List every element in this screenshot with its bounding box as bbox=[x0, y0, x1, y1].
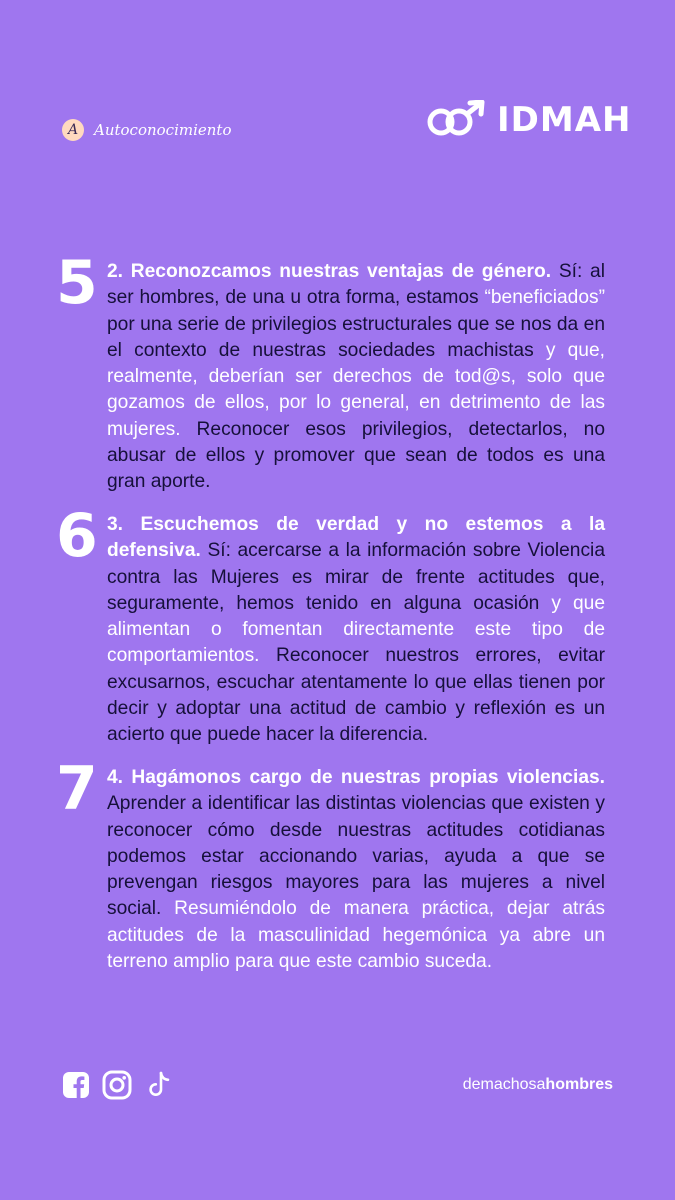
item-text-highlight: y que, realmente, deberían ser derechos de tod@s, solo que gozamos de ellos, por lo general, en detrimento de las mujeres. bbox=[107, 339, 605, 440]
item-text: Aprender a identificar las distintas violencias que existen y reconocer cómo desde nuestras actitudes cotidianas podemos estar accionando varias, ayuda a que se prevengan riesgos mayores para las mujeres a nivel social. bbox=[107, 793, 605, 920]
list-item bbox=[56, 501, 616, 749]
item-text: Reconocer esos privilegios, detectarlos, no abusar de ellos y promover que sean de todos es una gran aporte. bbox=[107, 418, 605, 493]
instagram-icon[interactable] bbox=[102, 1070, 132, 1100]
category-badge bbox=[62, 119, 232, 141]
social-handle-light: demachosa bbox=[462, 1076, 546, 1093]
item-heading: 3. Escuchemos de verdad y no estemos a la defensiva. bbox=[107, 514, 605, 562]
tiktok-icon[interactable] bbox=[144, 1070, 174, 1100]
item-text-highlight: y que alimentan o fomentan directamente este tipo de comportamientos. bbox=[107, 592, 605, 667]
item-text: por una serie de privilegios estructurales que se nos da en el contexto de nuestras sociedades machistas bbox=[107, 313, 605, 361]
item-paragraph bbox=[107, 512, 605, 749]
header bbox=[0, 0, 675, 170]
item-paragraph bbox=[107, 765, 605, 975]
brand-name: IDMAH bbox=[497, 100, 632, 140]
item-number: 5 bbox=[56, 248, 98, 318]
item-text: Sí: acercarse a la información sobre Violencia contra las Mujeres es mirar de frente actitudes que, seguramente, hemos tenido en alguna ocasión bbox=[107, 540, 605, 614]
social-handle-bold: hombres bbox=[545, 1076, 613, 1093]
social-handle bbox=[463, 1076, 613, 1094]
item-text: Reconocer nuestros errores, evitar excusarnos, escuchar atentamente lo que ellas tienen por decir y adoptar una actitud de cambio y reflexión es un acierto que puede hacer la diferencia. bbox=[107, 645, 605, 746]
facebook-icon[interactable] bbox=[62, 1071, 90, 1099]
item-number: 7 bbox=[56, 754, 98, 824]
gender-symbols-icon bbox=[425, 100, 489, 140]
item-heading: 4. Hagámonos cargo de nuestras propias violencias. bbox=[107, 767, 605, 788]
list-item bbox=[56, 754, 616, 975]
social-icons bbox=[62, 1070, 174, 1100]
category-badge-letter: A bbox=[62, 119, 84, 141]
item-heading: 2. Reconozcamos nuestras ventajas de género. bbox=[107, 261, 552, 282]
list-item bbox=[56, 248, 616, 496]
brand-logo bbox=[425, 100, 631, 140]
category-badge-label: Autoconocimiento bbox=[94, 121, 232, 139]
item-text: Sí: al ser hombres, de una u otra forma, estamos bbox=[107, 261, 605, 309]
item-text-highlight: “beneficiados” bbox=[484, 287, 605, 309]
item-number: 6 bbox=[56, 501, 98, 571]
item-text-highlight: Resumiéndolo de manera práctica, dejar atrás actitudes de la masculinidad hegemónica ya abre un terreno amplio para que este cambio suceda. bbox=[107, 898, 605, 973]
item-paragraph bbox=[107, 259, 605, 496]
